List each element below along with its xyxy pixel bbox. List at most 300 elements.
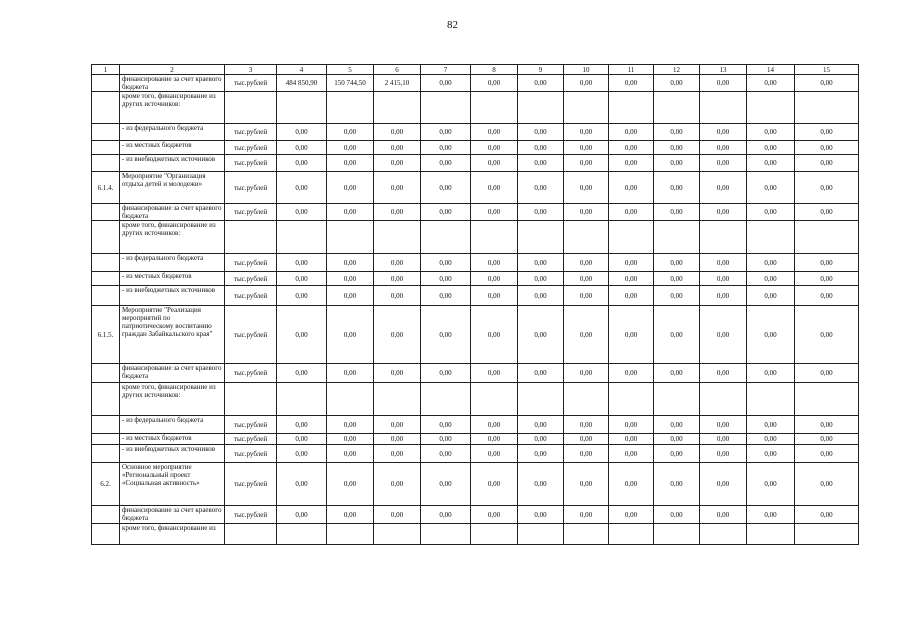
value-cell: 0,00 xyxy=(609,204,654,221)
value-cell: 0,00 xyxy=(518,463,564,506)
value-cell: 484 850,90 xyxy=(277,75,327,92)
value-cell: 0,00 xyxy=(609,364,654,383)
value-cell: 0,00 xyxy=(374,463,421,506)
value-cell: 0,00 xyxy=(747,254,795,272)
item-code-cell xyxy=(92,524,120,545)
value-cell: 0,00 xyxy=(795,75,859,92)
item-name-cell: - из местных бюджетов xyxy=(120,272,225,286)
table-row xyxy=(92,124,859,141)
value-cell: 0,00 xyxy=(795,506,859,524)
value-cell: 0,00 xyxy=(700,272,747,286)
value-cell: 0,00 xyxy=(564,445,609,463)
value-cell: 0,00 xyxy=(518,124,564,141)
value-cell: 0,00 xyxy=(327,155,374,172)
value-cell: 0,00 xyxy=(609,286,654,306)
value-cell: 0,00 xyxy=(374,272,421,286)
value-cell: 0,00 xyxy=(518,75,564,92)
table-row xyxy=(92,524,859,545)
item-code-cell xyxy=(92,155,120,172)
value-cell: 0,00 xyxy=(700,434,747,445)
value-cell: 0,00 xyxy=(327,124,374,141)
value-cell: 0,00 xyxy=(471,155,518,172)
value-cell: 0,00 xyxy=(374,204,421,221)
value-cell: 0,00 xyxy=(747,75,795,92)
value-cell xyxy=(518,221,564,254)
value-cell: 0,00 xyxy=(471,75,518,92)
item-code-cell xyxy=(92,506,120,524)
value-cell xyxy=(327,221,374,254)
table-row xyxy=(92,364,859,383)
value-cell: 0,00 xyxy=(327,434,374,445)
item-code-cell xyxy=(92,254,120,272)
value-cell xyxy=(374,221,421,254)
value-cell: 0,00 xyxy=(654,155,700,172)
value-cell: 0,00 xyxy=(609,272,654,286)
value-cell: 0,00 xyxy=(518,506,564,524)
item-name-cell: - из федерального бюджета xyxy=(120,416,225,434)
value-cell: 0,00 xyxy=(700,306,747,364)
table-row xyxy=(92,221,859,254)
value-cell: 0,00 xyxy=(421,124,471,141)
value-cell xyxy=(374,92,421,124)
value-cell: 0,00 xyxy=(421,204,471,221)
unit-cell: тыс.рублей xyxy=(225,254,277,272)
value-cell: 0,00 xyxy=(277,286,327,306)
column-header: 4 xyxy=(277,65,327,75)
value-cell: 0,00 xyxy=(518,364,564,383)
value-cell: 0,00 xyxy=(654,172,700,204)
value-cell xyxy=(421,92,471,124)
value-cell: 0,00 xyxy=(327,463,374,506)
value-cell: 0,00 xyxy=(747,434,795,445)
unit-cell: тыс.рублей xyxy=(225,272,277,286)
unit-cell: тыс.рублей xyxy=(225,124,277,141)
value-cell: 0,00 xyxy=(327,445,374,463)
value-cell xyxy=(327,524,374,545)
value-cell: 0,00 xyxy=(374,445,421,463)
value-cell: 0,00 xyxy=(374,141,421,155)
column-header: 7 xyxy=(421,65,471,75)
item-name-cell: кроме того, финансирование из xyxy=(120,524,225,545)
value-cell: 0,00 xyxy=(564,364,609,383)
value-cell xyxy=(700,383,747,416)
item-name-cell: - из федерального бюджета xyxy=(120,254,225,272)
column-header: 9 xyxy=(518,65,564,75)
table-row xyxy=(92,286,859,306)
value-cell: 0,00 xyxy=(700,75,747,92)
value-cell xyxy=(327,383,374,416)
value-cell: 0,00 xyxy=(518,416,564,434)
value-cell: 0,00 xyxy=(277,506,327,524)
value-cell xyxy=(795,92,859,124)
unit-cell xyxy=(225,92,277,124)
unit-cell: тыс.рублей xyxy=(225,506,277,524)
value-cell: 0,00 xyxy=(700,506,747,524)
value-cell: 0,00 xyxy=(421,141,471,155)
value-cell xyxy=(654,92,700,124)
value-cell xyxy=(564,524,609,545)
value-cell: 0,00 xyxy=(421,286,471,306)
value-cell: 0,00 xyxy=(609,172,654,204)
value-cell xyxy=(609,221,654,254)
value-cell: 0,00 xyxy=(795,204,859,221)
unit-cell: тыс.рублей xyxy=(225,364,277,383)
column-header: 8 xyxy=(471,65,518,75)
value-cell: 0,00 xyxy=(795,141,859,155)
value-cell: 0,00 xyxy=(421,364,471,383)
item-code-cell xyxy=(92,416,120,434)
value-cell: 0,00 xyxy=(421,445,471,463)
value-cell: 0,00 xyxy=(374,506,421,524)
value-cell xyxy=(700,92,747,124)
value-cell: 0,00 xyxy=(564,416,609,434)
column-header: 5 xyxy=(327,65,374,75)
value-cell: 0,00 xyxy=(518,141,564,155)
value-cell xyxy=(747,92,795,124)
item-code-cell xyxy=(92,286,120,306)
table-row xyxy=(92,92,859,124)
value-cell xyxy=(564,92,609,124)
item-name-cell: - из внебюджетных источников xyxy=(120,445,225,463)
value-cell: 0,00 xyxy=(609,254,654,272)
value-cell xyxy=(654,383,700,416)
value-cell xyxy=(421,221,471,254)
value-cell: 0,00 xyxy=(564,506,609,524)
value-cell: 0,00 xyxy=(700,364,747,383)
value-cell: 0,00 xyxy=(795,463,859,506)
value-cell: 0,00 xyxy=(471,124,518,141)
value-cell xyxy=(700,221,747,254)
column-header: 13 xyxy=(700,65,747,75)
value-cell: 0,00 xyxy=(747,172,795,204)
value-cell: 0,00 xyxy=(795,416,859,434)
value-cell: 0,00 xyxy=(654,124,700,141)
unit-cell xyxy=(225,524,277,545)
value-cell: 0,00 xyxy=(327,286,374,306)
value-cell: 0,00 xyxy=(564,124,609,141)
value-cell xyxy=(277,221,327,254)
value-cell: 0,00 xyxy=(471,286,518,306)
item-name-cell: кроме того, финансирование из других источников: xyxy=(120,92,225,124)
value-cell: 0,00 xyxy=(700,172,747,204)
value-cell: 0,00 xyxy=(564,75,609,92)
value-cell: 0,00 xyxy=(747,506,795,524)
item-code-cell xyxy=(92,272,120,286)
unit-cell: тыс.рублей xyxy=(225,286,277,306)
value-cell: 0,00 xyxy=(277,463,327,506)
value-cell: 0,00 xyxy=(795,254,859,272)
value-cell: 0,00 xyxy=(700,155,747,172)
value-cell: 0,00 xyxy=(564,463,609,506)
value-cell: 0,00 xyxy=(654,506,700,524)
value-cell: 0,00 xyxy=(700,463,747,506)
value-cell: 0,00 xyxy=(374,155,421,172)
value-cell: 2 415,10 xyxy=(374,75,421,92)
value-cell: 0,00 xyxy=(327,364,374,383)
value-cell: 0,00 xyxy=(795,155,859,172)
value-cell: 0,00 xyxy=(374,306,421,364)
value-cell: 0,00 xyxy=(609,463,654,506)
value-cell xyxy=(518,524,564,545)
value-cell: 0,00 xyxy=(471,272,518,286)
column-header: 1 xyxy=(92,65,120,75)
item-name-cell: Мероприятие "Организация отдыха детей и молодежи» xyxy=(120,172,225,204)
value-cell: 0,00 xyxy=(421,75,471,92)
value-cell: 0,00 xyxy=(609,155,654,172)
value-cell: 150 744,50 xyxy=(327,75,374,92)
value-cell: 0,00 xyxy=(700,286,747,306)
value-cell: 0,00 xyxy=(747,463,795,506)
value-cell: 0,00 xyxy=(700,445,747,463)
value-cell: 0,00 xyxy=(518,155,564,172)
value-cell: 0,00 xyxy=(471,204,518,221)
value-cell: 0,00 xyxy=(374,254,421,272)
table-row xyxy=(92,445,859,463)
value-cell xyxy=(654,221,700,254)
value-cell xyxy=(518,383,564,416)
value-cell: 0,00 xyxy=(327,506,374,524)
value-cell: 0,00 xyxy=(518,204,564,221)
value-cell: 0,00 xyxy=(564,204,609,221)
value-cell: 0,00 xyxy=(795,306,859,364)
value-cell: 0,00 xyxy=(747,364,795,383)
value-cell: 0,00 xyxy=(747,445,795,463)
value-cell: 0,00 xyxy=(277,272,327,286)
column-header: 15 xyxy=(795,65,859,75)
item-code-cell xyxy=(92,445,120,463)
value-cell xyxy=(654,524,700,545)
column-header: 2 xyxy=(120,65,225,75)
value-cell: 0,00 xyxy=(795,172,859,204)
value-cell xyxy=(795,524,859,545)
value-cell: 0,00 xyxy=(700,416,747,434)
item-name-cell: финансирование за счет краевого бюджета xyxy=(120,506,225,524)
value-cell xyxy=(747,221,795,254)
value-cell: 0,00 xyxy=(609,306,654,364)
value-cell: 0,00 xyxy=(374,434,421,445)
value-cell xyxy=(277,92,327,124)
value-cell: 0,00 xyxy=(564,141,609,155)
value-cell: 0,00 xyxy=(747,204,795,221)
value-cell: 0,00 xyxy=(421,155,471,172)
column-header: 14 xyxy=(747,65,795,75)
item-name-cell: Мероприятие "Реализация мероприятий по патриотическому воспитанию граждан Забайкальского края" xyxy=(120,306,225,364)
value-cell: 0,00 xyxy=(609,434,654,445)
column-header: 11 xyxy=(609,65,654,75)
value-cell: 0,00 xyxy=(609,506,654,524)
table-row xyxy=(92,463,859,506)
value-cell xyxy=(564,383,609,416)
value-cell: 0,00 xyxy=(564,434,609,445)
unit-cell: тыс.рублей xyxy=(225,141,277,155)
value-cell: 0,00 xyxy=(700,254,747,272)
value-cell xyxy=(609,524,654,545)
value-cell xyxy=(747,383,795,416)
value-cell: 0,00 xyxy=(277,155,327,172)
value-cell: 0,00 xyxy=(421,172,471,204)
value-cell: 0,00 xyxy=(700,124,747,141)
value-cell xyxy=(471,221,518,254)
value-cell: 0,00 xyxy=(277,141,327,155)
value-cell: 0,00 xyxy=(518,434,564,445)
table-row xyxy=(92,306,859,364)
item-code-cell xyxy=(92,364,120,383)
value-cell: 0,00 xyxy=(277,306,327,364)
value-cell xyxy=(471,92,518,124)
unit-cell xyxy=(225,221,277,254)
value-cell: 0,00 xyxy=(374,364,421,383)
value-cell xyxy=(747,524,795,545)
value-cell: 0,00 xyxy=(609,124,654,141)
value-cell: 0,00 xyxy=(654,416,700,434)
value-cell: 0,00 xyxy=(327,416,374,434)
column-header: 6 xyxy=(374,65,421,75)
value-cell: 0,00 xyxy=(421,306,471,364)
value-cell: 0,00 xyxy=(471,434,518,445)
unit-cell: тыс.рублей xyxy=(225,204,277,221)
item-code-cell xyxy=(92,204,120,221)
value-cell: 0,00 xyxy=(747,306,795,364)
table-row xyxy=(92,155,859,172)
value-cell: 0,00 xyxy=(654,204,700,221)
item-code-cell xyxy=(92,141,120,155)
value-cell xyxy=(374,383,421,416)
value-cell: 0,00 xyxy=(654,306,700,364)
item-name-cell: кроме того, финансирование из других источников: xyxy=(120,221,225,254)
item-code-cell xyxy=(92,92,120,124)
value-cell: 0,00 xyxy=(564,254,609,272)
value-cell xyxy=(327,92,374,124)
value-cell: 0,00 xyxy=(421,434,471,445)
unit-cell: тыс.рублей xyxy=(225,306,277,364)
value-cell: 0,00 xyxy=(654,434,700,445)
value-cell: 0,00 xyxy=(747,416,795,434)
value-cell: 0,00 xyxy=(471,364,518,383)
budget-table xyxy=(91,64,859,545)
item-code-cell: 6.2. xyxy=(92,463,120,506)
value-cell: 0,00 xyxy=(327,272,374,286)
value-cell: 0,00 xyxy=(374,416,421,434)
value-cell: 0,00 xyxy=(471,141,518,155)
value-cell: 0,00 xyxy=(564,172,609,204)
value-cell: 0,00 xyxy=(277,124,327,141)
value-cell: 0,00 xyxy=(421,463,471,506)
value-cell: 0,00 xyxy=(471,506,518,524)
value-cell xyxy=(471,383,518,416)
table-row xyxy=(92,506,859,524)
value-cell: 0,00 xyxy=(654,75,700,92)
value-cell: 0,00 xyxy=(374,172,421,204)
value-cell: 0,00 xyxy=(277,204,327,221)
item-name-cell: финансирование за счет краевого бюджета xyxy=(120,364,225,383)
value-cell: 0,00 xyxy=(327,204,374,221)
value-cell: 0,00 xyxy=(277,254,327,272)
value-cell xyxy=(471,524,518,545)
item-code-cell: 6.1.4. xyxy=(92,172,120,204)
value-cell: 0,00 xyxy=(518,445,564,463)
value-cell: 0,00 xyxy=(747,155,795,172)
item-name-cell: кроме того, финансирование из других источников: xyxy=(120,383,225,416)
value-cell xyxy=(564,221,609,254)
value-cell xyxy=(518,92,564,124)
value-cell: 0,00 xyxy=(654,254,700,272)
value-cell: 0,00 xyxy=(795,445,859,463)
value-cell: 0,00 xyxy=(564,306,609,364)
value-cell: 0,00 xyxy=(277,445,327,463)
item-name-cell: - из местных бюджетов xyxy=(120,434,225,445)
value-cell: 0,00 xyxy=(564,155,609,172)
value-cell xyxy=(421,524,471,545)
value-cell: 0,00 xyxy=(471,416,518,434)
value-cell: 0,00 xyxy=(654,272,700,286)
header-row xyxy=(92,65,859,75)
column-header: 12 xyxy=(654,65,700,75)
unit-cell xyxy=(225,383,277,416)
unit-cell: тыс.рублей xyxy=(225,416,277,434)
value-cell: 0,00 xyxy=(700,204,747,221)
value-cell xyxy=(421,383,471,416)
value-cell: 0,00 xyxy=(654,445,700,463)
item-name-cell: Основное мероприятие «Региональный проект «Социальная активность» xyxy=(120,463,225,506)
item-name-cell: - из внебюджетных источников xyxy=(120,286,225,306)
value-cell: 0,00 xyxy=(654,364,700,383)
unit-cell: тыс.рублей xyxy=(225,463,277,506)
table-row xyxy=(92,141,859,155)
value-cell: 0,00 xyxy=(564,272,609,286)
value-cell: 0,00 xyxy=(277,364,327,383)
column-header: 3 xyxy=(225,65,277,75)
item-code-cell xyxy=(92,383,120,416)
value-cell: 0,00 xyxy=(609,141,654,155)
column-header: 10 xyxy=(564,65,609,75)
unit-cell: тыс.рублей xyxy=(225,75,277,92)
value-cell: 0,00 xyxy=(374,286,421,306)
table-row xyxy=(92,272,859,286)
table-row xyxy=(92,434,859,445)
unit-cell: тыс.рублей xyxy=(225,155,277,172)
value-cell xyxy=(609,383,654,416)
item-name-cell: - из местных бюджетов xyxy=(120,141,225,155)
value-cell: 0,00 xyxy=(654,463,700,506)
value-cell: 0,00 xyxy=(564,286,609,306)
table-row xyxy=(92,75,859,92)
value-cell: 0,00 xyxy=(609,445,654,463)
value-cell: 0,00 xyxy=(421,254,471,272)
value-cell: 0,00 xyxy=(700,141,747,155)
value-cell: 0,00 xyxy=(795,364,859,383)
page-number: 82 xyxy=(447,19,458,31)
value-cell: 0,00 xyxy=(518,172,564,204)
value-cell: 0,00 xyxy=(277,416,327,434)
value-cell: 0,00 xyxy=(795,286,859,306)
value-cell: 0,00 xyxy=(471,463,518,506)
unit-cell: тыс.рублей xyxy=(225,172,277,204)
value-cell xyxy=(795,221,859,254)
item-name-cell: финансирование за счет краевого бюджета xyxy=(120,204,225,221)
value-cell xyxy=(700,524,747,545)
value-cell: 0,00 xyxy=(747,124,795,141)
value-cell: 0,00 xyxy=(795,434,859,445)
value-cell: 0,00 xyxy=(471,172,518,204)
value-cell: 0,00 xyxy=(747,141,795,155)
item-name-cell: финансирование за счет краевого бюджета xyxy=(120,75,225,92)
item-name-cell: - из федерального бюджета xyxy=(120,124,225,141)
table-row xyxy=(92,204,859,221)
value-cell xyxy=(795,383,859,416)
value-cell: 0,00 xyxy=(518,272,564,286)
item-code-cell xyxy=(92,75,120,92)
value-cell: 0,00 xyxy=(747,272,795,286)
